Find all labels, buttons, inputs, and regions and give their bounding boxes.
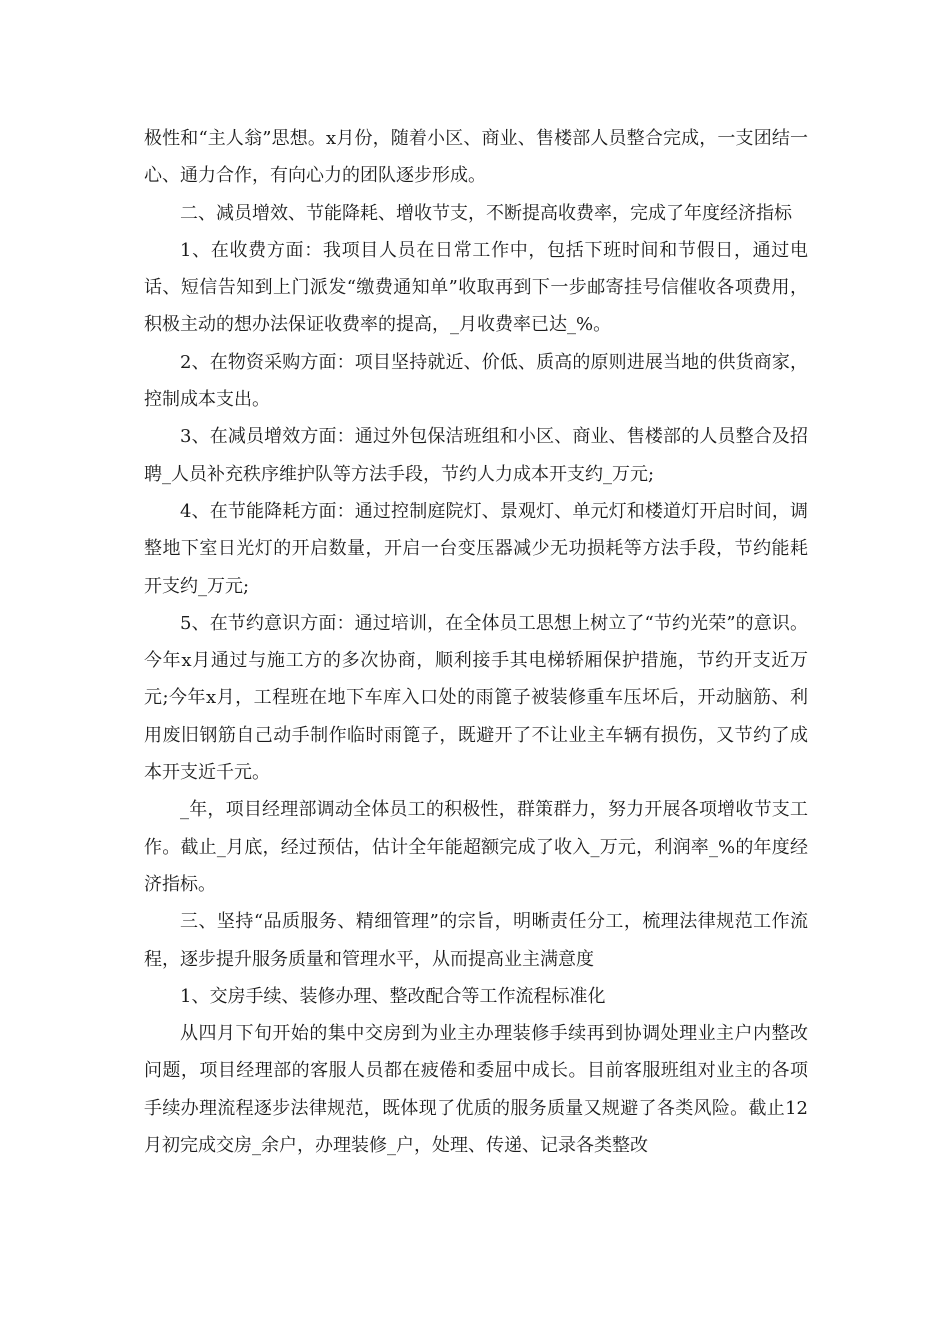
paragraph-7: 5、在节约意识方面：通过培训，在全体员工思想上树立了“节约光荣”的意识。今年x月通过与施工方的多次协商，顺利接手其电梯轿厢保护措施，节约开支近万元;今年x月，工程班在地下车库入口处的雨篦子被装修重车压坏后，开动脑筋、利用废旧钢筋自己动手制作临时雨篦子，既避开了不让业主车辆有损伤，又节约了成本开支近千元。 [144, 612, 808, 784]
paragraph-4: 2、在物资采购方面：项目坚持就近、价低、质高的原则进展当地的供货商家，控制成本支出。 [144, 351, 808, 411]
document-body [144, 120, 808, 1164]
paragraph-8: _年，项目经理部调动全体员工的积极性，群策群力，努力开展各项增收节支工作。截止_月底，经过预估，估计全年能超额完成了收入_万元，利润率_%的年度经济指标。 [144, 799, 808, 895]
paragraph-10: 1、交房手续、装修办理、整改配合等工作流程标准化 [180, 985, 606, 1007]
paragraph-3: 1、在收费方面：我项目人员在日常工作中，包括下班时间和节假日，通过电话、短信告知到上门派发“缴费通知单”收取再到下一步邮寄挂号信催收各项费用，积极主动的想办法保证收费率的提高，_月收费率已达_%。 [144, 239, 808, 336]
paragraph-11: 从四月下旬开始的集中交房到为业主办理装修手续再到协调处理业主户内整改问题，项目经理部的客服人员都在疲倦和委屈中成长。目前客服班组对业主的各项手续办理流程逐步法律规范，既体现了优质的服务质量又规避了各类风险。截止12月初完成交房_余户，办理装修_户，处理、传递、记录各类整改 [144, 1023, 808, 1157]
paragraph-1: 极性和“主人翁”思想。x月份，随着小区、商业、售楼部人员整合完成，一支团结一心、通力合作，有向心力的团队逐步形成。 [144, 128, 808, 187]
paragraph-2: 二、减员增效、节能降耗、增收节支，不断提高收费率，完成了年度经济指标 [180, 202, 792, 224]
paragraph-9: 三、坚持“品质服务、精细管理”的宗旨，明晰责任分工，梳理法律规范工作流程，逐步提升服务质量和管理水平，从而提高业主满意度 [144, 911, 808, 970]
paragraph-5: 3、在减员增效方面：通过外包保洁班组和小区、商业、售楼部的人员整合及招聘_人员补充秩序维护队等方法手段，节约人力成本开支约_万元; [144, 426, 808, 485]
paragraph-6: 4、在节能降耗方面：通过控制庭院灯、景观灯、单元灯和楼道灯开启时间，调整地下室日光灯的开启数量，开启一台变压器减少无功损耗等方法手段，节约能耗开支约_万元; [144, 500, 808, 597]
